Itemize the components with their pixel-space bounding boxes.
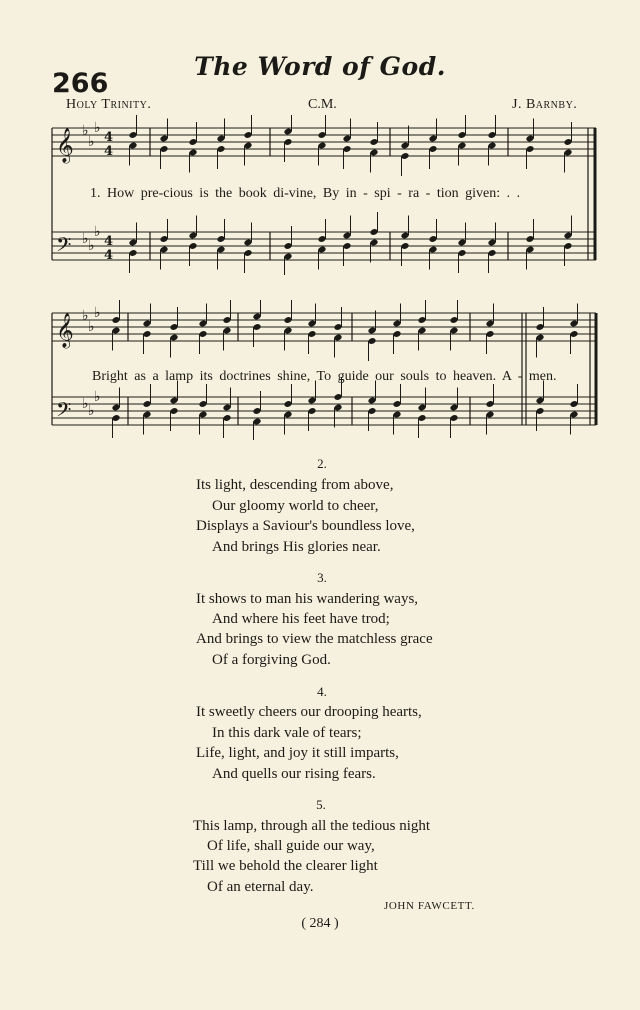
verse-5 xyxy=(193,797,493,897)
svg-text:♭: ♭ xyxy=(88,403,95,419)
svg-text:♭: ♭ xyxy=(82,396,89,412)
verse-3 xyxy=(196,570,496,670)
svg-text:4: 4 xyxy=(104,144,114,159)
lyric-line-2: Bright as a lamp its doctrines shine, To guide our souls to heaven. A - men. xyxy=(92,369,557,384)
svg-text:♭: ♭ xyxy=(94,305,101,321)
verse-number: 3. xyxy=(317,570,327,585)
svg-text:4: 4 xyxy=(104,248,114,263)
treble-clef-icon: 𝄞 xyxy=(56,128,74,163)
verse-line: Our gloomy world to cheer, xyxy=(212,498,379,514)
verse-line: Its light, descending from above, xyxy=(196,477,394,493)
verse-line: Life, light, and joy it still imparts, xyxy=(196,745,399,761)
svg-text:♭: ♭ xyxy=(88,134,95,150)
verse-line: This lamp, through all the tedious night xyxy=(193,818,431,834)
svg-text:4: 4 xyxy=(104,130,114,145)
verse-line: And quells our rising fears. xyxy=(212,766,376,782)
svg-text:♭: ♭ xyxy=(88,238,95,254)
hymn-author: JOHN FAWCETT. xyxy=(384,900,475,912)
section-title: The Word of God. xyxy=(194,52,446,81)
verse-line: In this dark vale of tears; xyxy=(212,725,362,741)
hymn-number: 266 xyxy=(52,68,109,99)
svg-text:♭: ♭ xyxy=(82,231,89,247)
key-signature-icon xyxy=(82,305,101,419)
svg-text:♭: ♭ xyxy=(88,319,95,335)
verse-line: Of an eternal day. xyxy=(207,879,314,895)
verse-line: Of life, shall guide our way, xyxy=(207,838,375,854)
treble-clef-icon: 𝄞 xyxy=(56,313,74,348)
verse-4 xyxy=(196,684,496,784)
verse-line: Till we behold the clearer light xyxy=(193,858,378,874)
verse-line: Of a forgiving God. xyxy=(212,652,331,668)
bass-staff-lines xyxy=(52,232,596,260)
verse-line: And where his feet have trod; xyxy=(212,611,390,627)
svg-text:♭: ♭ xyxy=(94,120,101,136)
svg-text:♭: ♭ xyxy=(94,224,101,240)
lyric-line-1: 1. How pre-cious is the book di-vine, By in - spi - ra - tion given: . . xyxy=(90,186,521,201)
verse-2 xyxy=(196,456,496,556)
svg-text:♭: ♭ xyxy=(82,123,89,139)
page-number: ( 284 ) xyxy=(301,916,339,931)
verse-line: It sweetly cheers our drooping hearts, xyxy=(196,704,422,720)
verse-number: 5. xyxy=(316,797,326,812)
verse-number: 4. xyxy=(317,684,327,699)
meter: C.M. xyxy=(308,97,337,112)
svg-text:4: 4 xyxy=(104,234,114,249)
verse-line: And brings His glories near. xyxy=(212,539,381,555)
verse-line: And brings to view the matchless grace xyxy=(196,631,433,647)
bass-clef-icon: 𝄢 xyxy=(56,398,72,426)
bass-clef-icon: 𝄢 xyxy=(56,233,72,261)
svg-text:♭: ♭ xyxy=(94,389,101,405)
verse-line: It shows to man his wandering ways, xyxy=(196,591,419,607)
tune-name: Holy Trinity. xyxy=(66,97,152,112)
treble-staff-lines xyxy=(52,313,596,341)
svg-text:♭: ♭ xyxy=(82,308,89,324)
bass-staff-lines xyxy=(52,397,596,425)
composer: J. Barnby. xyxy=(512,97,578,112)
verse-line: Displays a Saviour's boundless love, xyxy=(196,518,415,534)
verse-number: 2. xyxy=(317,456,327,471)
